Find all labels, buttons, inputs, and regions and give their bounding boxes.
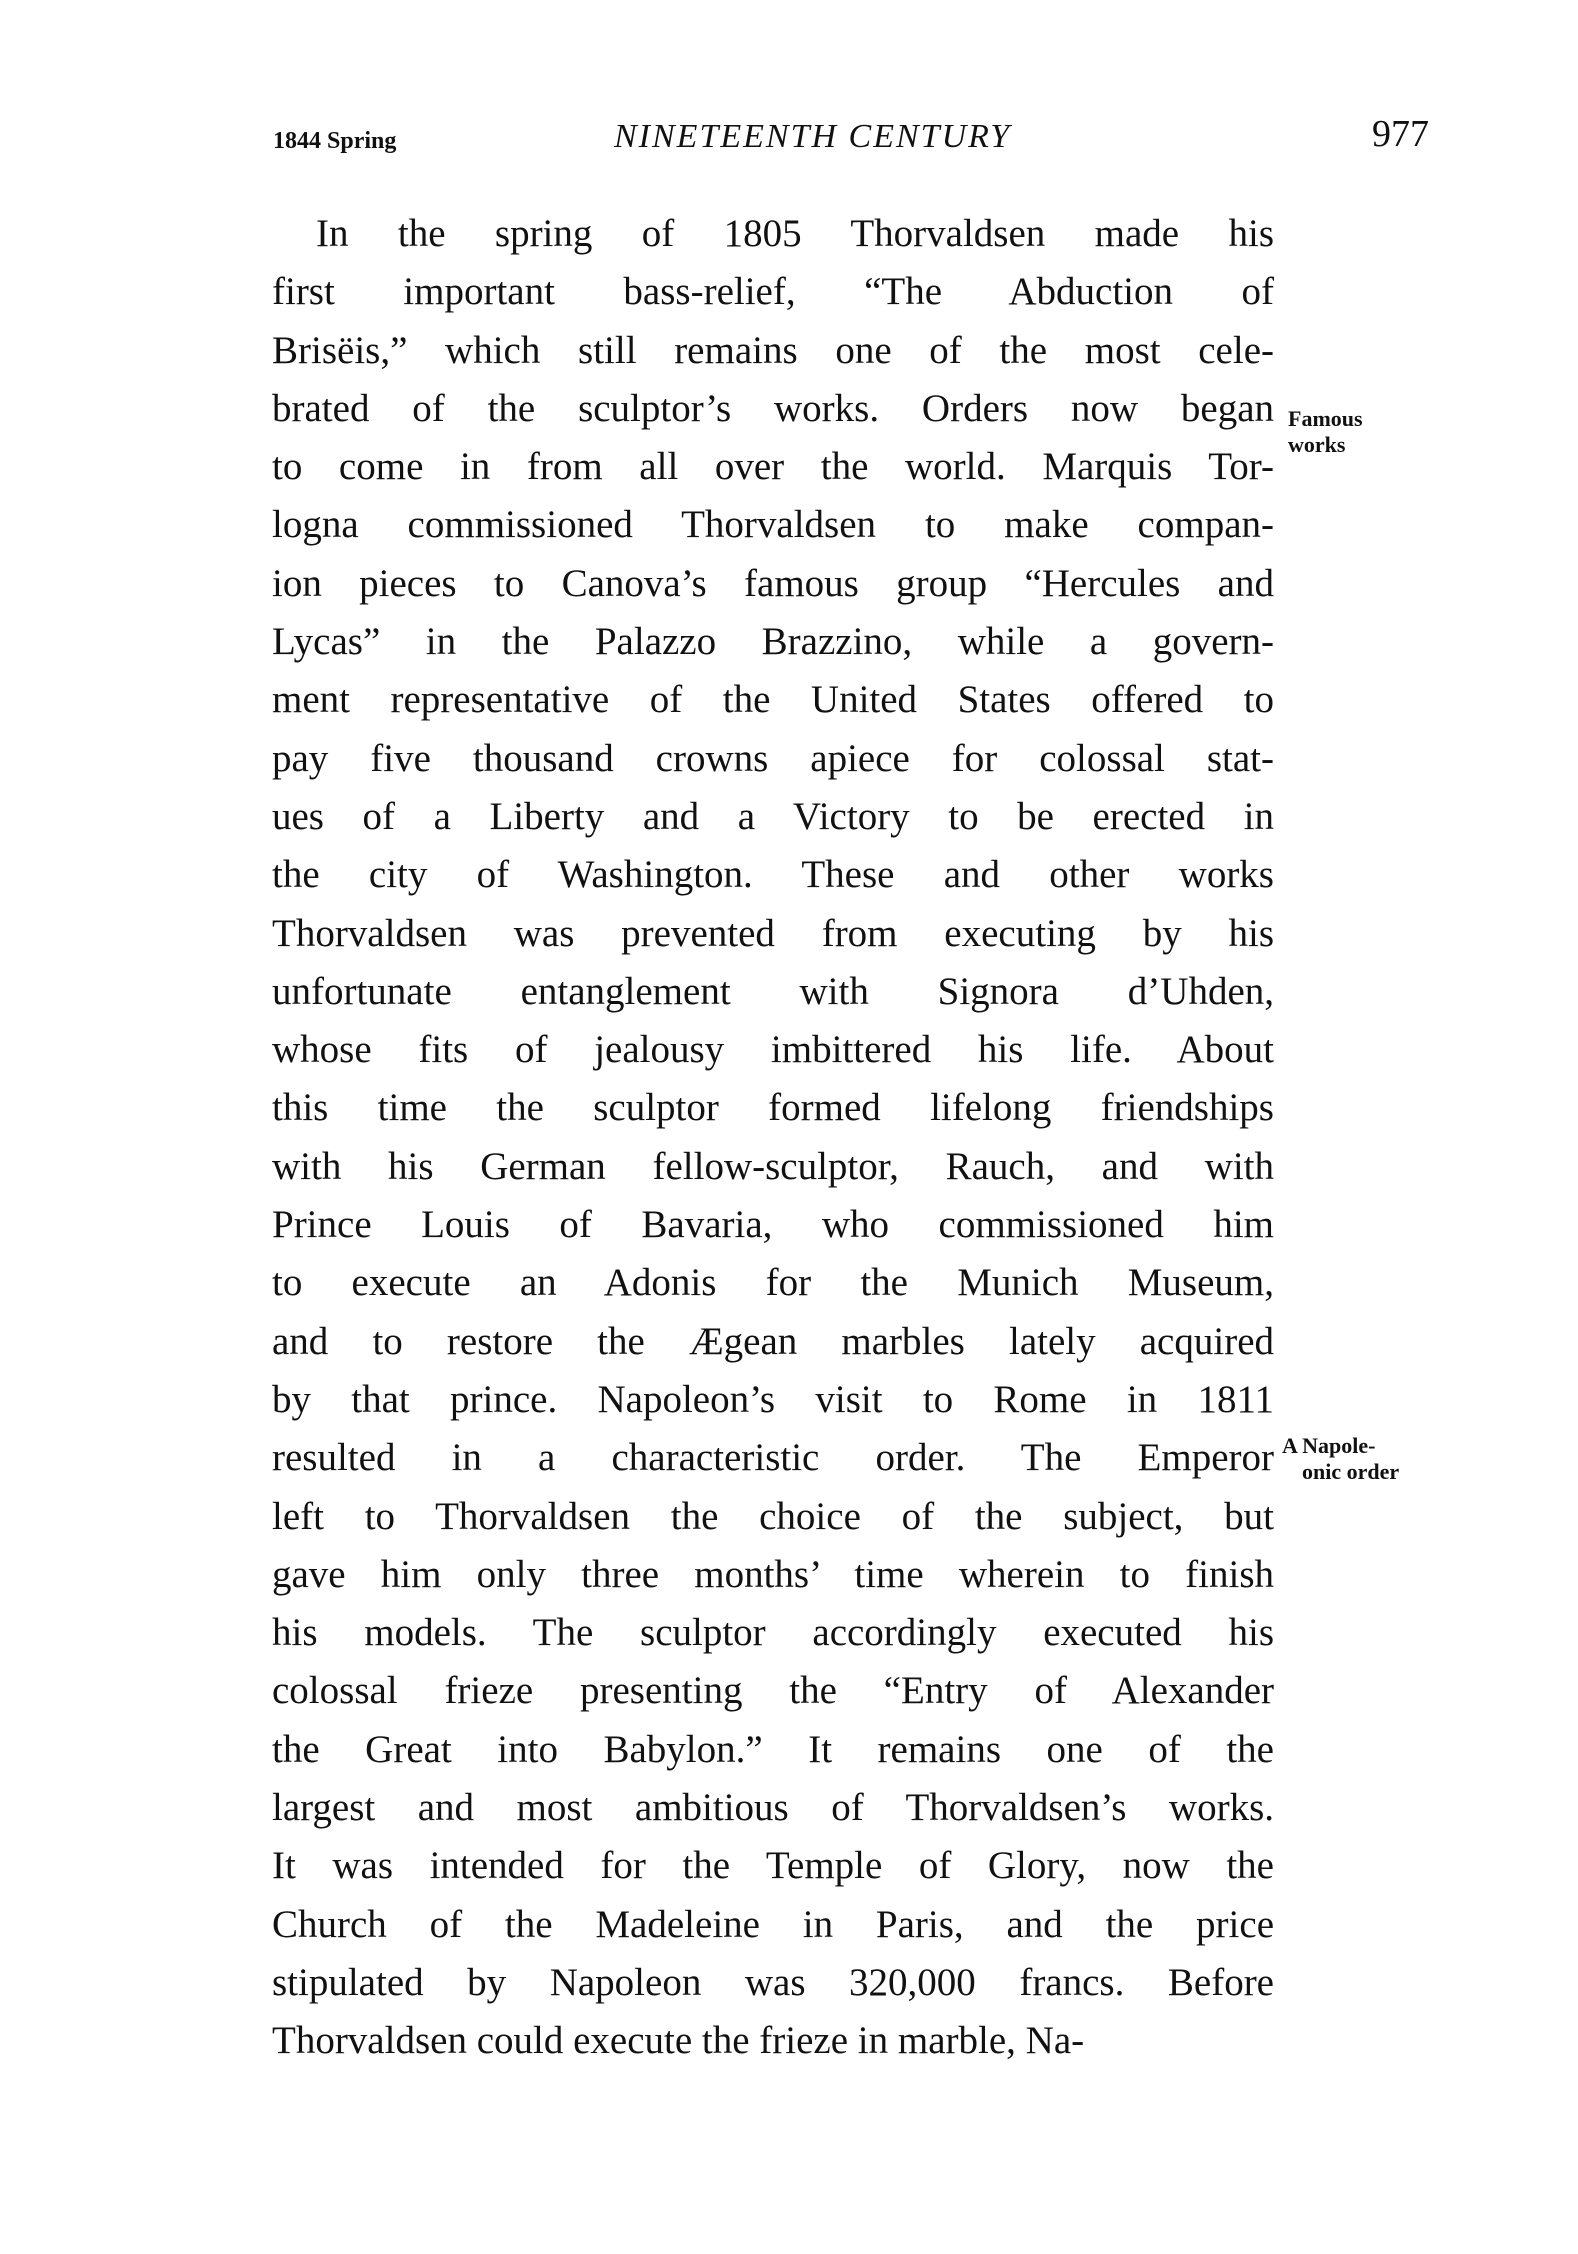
text-line: with his German fellow-sculptor, Rauch, and with [272, 1144, 1274, 1188]
text-line: colossal frieze presenting the “Entry of Alexander [272, 1669, 1274, 1713]
text-line: ment representative of the United States offered to [272, 678, 1274, 722]
text-line: pay five thousand crowns apiece for colossal stat- [272, 736, 1274, 780]
running-head-date: 1844 Spring [273, 128, 397, 154]
margin-note-line: Famous [1288, 406, 1363, 431]
text-line: whose fits of jealousy imbittered his life. About [272, 1028, 1274, 1072]
text-line: the Great into Babylon.” It remains one of the [272, 1727, 1274, 1771]
body-text [272, 205, 1274, 2071]
text-line: It was intended for the Temple of Glory, now the [272, 1844, 1274, 1888]
text-line: In the spring of 1805 Thorvaldsen made his [316, 212, 1274, 255]
text-line: his models. The sculptor accordingly executed his [272, 1611, 1274, 1655]
text-line: to execute an Adonis for the Munich Museum, [272, 1261, 1274, 1305]
margin-note-napoleonic-order [1282, 1433, 1399, 1485]
text-line: first important bass-relief, “The Abduction of [272, 270, 1274, 314]
text-line: gave him only three months’ time wherein to finish [272, 1552, 1274, 1596]
margin-note-line: works [1288, 432, 1346, 457]
text-line: ion pieces to Canova’s famous group “Hercules and [272, 561, 1274, 605]
text-line: Thorvaldsen was prevented from executing by his [272, 911, 1274, 955]
text-line: Church of the Madeleine in Paris, and the price [272, 1902, 1274, 1946]
margin-note-famous-works [1288, 406, 1363, 458]
margin-note-line: onic order [1302, 1459, 1400, 1484]
text-line: resulted in a characteristic order. The Emperor [272, 1436, 1274, 1480]
text-line: logna commissioned Thorvaldsen to make compan- [272, 503, 1274, 547]
text-line: stipulated by Napoleon was 320,000 francs. Before [272, 1960, 1274, 2004]
running-head-title: NINETEENTH CENTURY [614, 118, 1012, 155]
text-line: and to restore the Ægean marbles lately acquired [272, 1319, 1274, 1363]
text-line: Brisëis,” which still remains one of the most cele- [272, 328, 1274, 372]
text-line: Thorvaldsen could execute the frieze in marble, Na- [272, 2019, 1085, 2063]
page-number: 977 [1372, 113, 1429, 155]
text-line: Lycas” in the Palazzo Brazzino, while a govern- [272, 620, 1274, 664]
text-line: largest and most ambitious of Thorvaldsen’s works. [272, 1786, 1274, 1830]
text-line: by that prince. Napoleon’s visit to Rome in 1811 [272, 1377, 1274, 1421]
text-line: to come in from all over the world. Marquis Tor- [272, 445, 1274, 489]
text-line: ues of a Liberty and a Victory to be erected in [272, 794, 1274, 838]
margin-note-line: A Napole- [1282, 1433, 1376, 1458]
text-line: brated of the sculptor’s works. Orders now began [272, 386, 1274, 430]
text-line: the city of Washington. These and other works [272, 853, 1274, 897]
text-line: left to Thorvaldsen the choice of the subject, but [272, 1494, 1274, 1538]
text-line: this time the sculptor formed lifelong friendships [272, 1086, 1274, 1130]
text-line: Prince Louis of Bavaria, who commissioned him [272, 1203, 1274, 1247]
text-line: unfortunate entanglement with Signora d’Uhden, [272, 969, 1274, 1013]
